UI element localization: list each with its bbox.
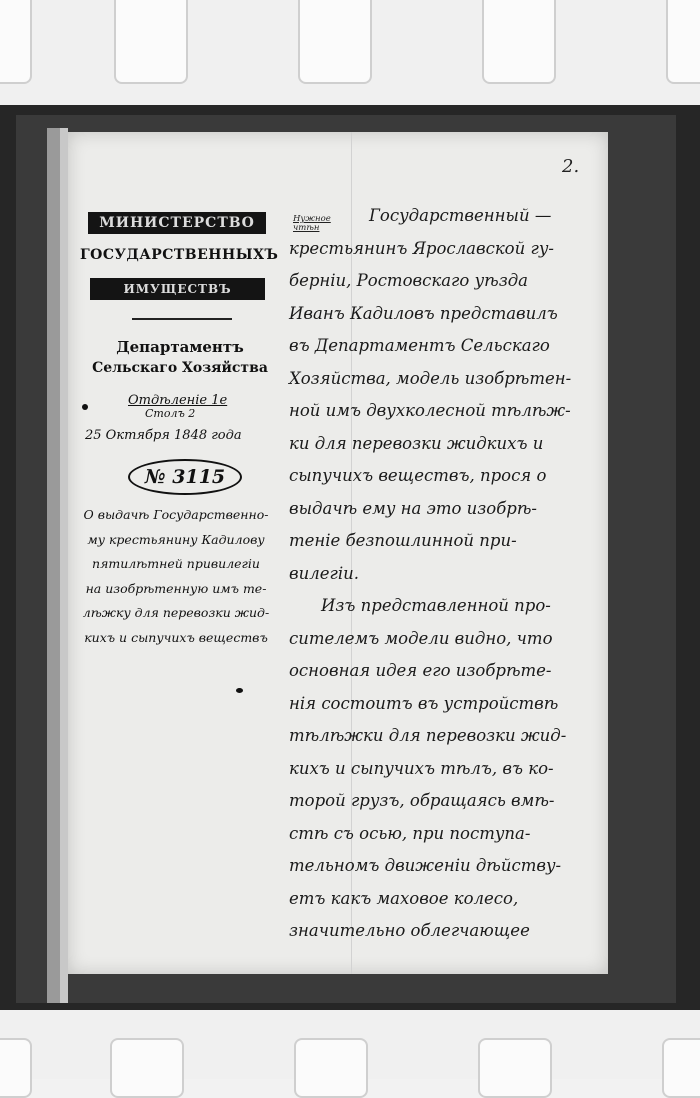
header-divider xyxy=(132,318,232,320)
subject-line: пятилѣтней привилегiи xyxy=(92,556,260,571)
film-perforation xyxy=(294,1038,368,1098)
body-line: крестьянинъ Ярославской гу- xyxy=(289,238,554,258)
desk-label: Столъ 2 xyxy=(145,407,196,420)
ink-mark xyxy=(82,404,88,410)
page-number: 2. xyxy=(562,156,580,177)
body-line: нiя состоитъ въ устройствѣ xyxy=(289,693,559,713)
film-strip-bottom xyxy=(0,1010,700,1079)
body-line: сыпучихъ веществъ, прося о xyxy=(289,466,547,485)
department-line1: Департаментъ xyxy=(116,338,244,356)
subject-line: му крестьянину Кадилову xyxy=(87,531,265,547)
body-line: Государственный — xyxy=(369,206,552,225)
ministry-header-line3: ИМУЩЕСТВЪ xyxy=(90,278,265,300)
margin-note: Нужное чтѣн xyxy=(293,214,331,233)
ministry-header-line1: МИНИСТЕРСТВО xyxy=(88,212,266,234)
body-line: Иванъ Кадиловъ представилъ xyxy=(289,303,558,323)
body-line: Хозяйства, модель изобрѣтен- xyxy=(289,368,572,388)
page-edge-highlight xyxy=(60,128,68,1003)
film-perforation xyxy=(482,0,556,84)
film-perforation xyxy=(110,1038,184,1098)
body-line: етъ какъ маховое колесо, xyxy=(289,888,519,908)
film-perforation xyxy=(298,0,372,84)
body-line: ки для перевозки жидкихъ и xyxy=(289,433,544,453)
body-line: ной имъ двухколесной тѣлѣж- xyxy=(289,401,571,420)
subject-line: лѣжку для перевозки жид- xyxy=(82,605,270,620)
body-line: Изъ представленной про- xyxy=(321,596,551,615)
body-line: торой грузъ, обращаясь вмѣ- xyxy=(289,791,555,810)
document-date: 25 Октября 1848 года xyxy=(85,428,242,443)
body-line: въ Департаментъ Сельскаго xyxy=(289,336,550,355)
film-strip-top xyxy=(0,0,700,105)
body-line: кихъ и сыпучихъ тѣлъ, въ ко- xyxy=(289,758,554,778)
body-line: сителемъ модели видно, что xyxy=(289,628,553,648)
subject-summary xyxy=(76,503,276,650)
body-line: выдачѣ ему на это изобрѣ- xyxy=(289,498,538,518)
body-line: основная идея его изобрѣте- xyxy=(289,661,552,680)
handwritten-body xyxy=(289,200,607,948)
ministry-header-line2: ГОСУДАРСТВЕННЫХЪ xyxy=(80,247,279,263)
film-perforation xyxy=(114,0,188,84)
film-perforation xyxy=(0,0,32,84)
film-perforation xyxy=(478,1038,552,1098)
subject-line: кихъ и сыпучихъ веществъ xyxy=(84,629,268,645)
ink-blot xyxy=(236,688,243,693)
body-line: тельномъ движенiи дѣйству- xyxy=(289,856,562,875)
film-perforation xyxy=(0,1038,32,1098)
department-line2: Сельскаго Хозяйства xyxy=(92,360,268,376)
body-line: тѣлѣжки для перевозки жид- xyxy=(289,726,567,745)
subject-line: на изобрѣтенную имъ те- xyxy=(85,580,267,596)
body-line: значительно облегчающее xyxy=(289,921,530,940)
film-perforation xyxy=(666,0,700,84)
body-line: стѣ съ осью, при поступа- xyxy=(289,823,531,843)
body-line: бернiи, Ростовскаго уѣзда xyxy=(289,271,528,290)
section-label: Отдѣленiе 1е xyxy=(128,393,228,408)
document-number-stamp: № 3115 xyxy=(128,459,242,495)
body-line: вилегiи. xyxy=(289,563,359,583)
subject-line: О выдачѣ Государственно- xyxy=(83,507,269,522)
body-line: тенiе безпошлинной при- xyxy=(289,531,517,550)
film-perforation xyxy=(662,1038,700,1098)
